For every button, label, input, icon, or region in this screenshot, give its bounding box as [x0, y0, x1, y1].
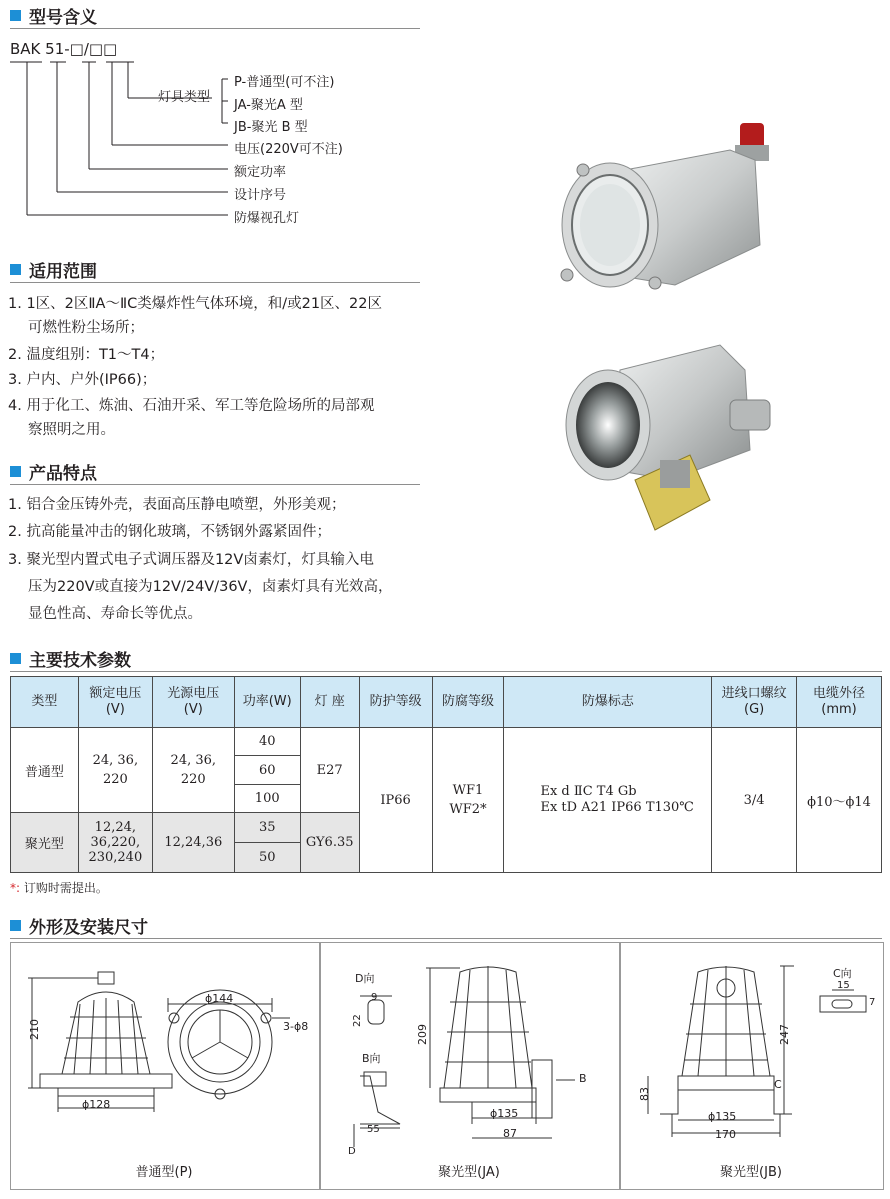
th-socket: 灯 座: [300, 677, 359, 728]
item-text: 户内、户外(IP66)；: [26, 372, 157, 388]
label-design: 设计序号: [234, 188, 287, 203]
cell-rated-v-focus: 12,24, 36,220, 230,240: [78, 813, 152, 873]
item-text: 抗高能量冲击的钢化玻璃，不锈钢外露紧固件；: [26, 524, 331, 540]
dim-jb-height: 247: [778, 1024, 791, 1045]
dim-p-diameter: ϕ144: [205, 992, 234, 1005]
dim-ja-9: 9: [371, 992, 378, 1003]
table-header-row: [11, 677, 882, 728]
item-text: 温度组别：T1～T4；: [26, 347, 165, 363]
cell-cable: ϕ10～ϕ14: [797, 728, 882, 873]
dim-ja-b-arrow: B: [579, 1072, 587, 1085]
dim-jb-c-arrow: C: [774, 1078, 782, 1091]
dim-ja-22: 22: [352, 1014, 363, 1027]
label-type-p: P-普通型(可不注): [234, 75, 335, 90]
item-text: 1区、2区ⅡA～ⅡC类爆炸性气体环境，和/或21区、22区: [26, 296, 383, 312]
cell-ip: IP66: [359, 728, 432, 873]
product-photo-focus: [560, 330, 790, 540]
dim-p-width: ϕ128: [82, 1098, 111, 1111]
item-number: 1.: [8, 296, 22, 312]
model-code: BAK 51-□/□□: [10, 40, 118, 58]
th-ip: 防护等级: [359, 677, 432, 728]
th-anticorrosion: 防腐等级: [432, 677, 504, 728]
dim-jb-7: 7: [869, 997, 876, 1008]
th-power: 功率(W): [234, 677, 300, 728]
table-row: [11, 728, 882, 756]
scope-item-2: [8, 343, 164, 367]
cell-type-focus: 聚光型: [11, 813, 79, 873]
cell-socket-focus: GY6.35: [300, 813, 359, 873]
item-number: 4.: [8, 398, 22, 414]
caption-p: 普通型(P): [135, 1165, 193, 1180]
th-type: 类型: [11, 677, 79, 728]
caption-ja: 聚光型(JA): [438, 1165, 500, 1180]
cell-power: 40: [234, 728, 300, 756]
scope-item-3: [8, 368, 156, 392]
section-title-text: 产品特点: [29, 463, 97, 484]
section-title-text: 型号含义: [29, 7, 97, 28]
view-jb-c: C向: [833, 967, 852, 980]
feature-item-3: [8, 547, 392, 628]
dim-ja-d-arrow: D: [348, 1146, 356, 1157]
cell-power: 35: [234, 813, 300, 843]
section-divider: [10, 938, 882, 939]
section-title-dimensions: [10, 912, 148, 938]
drawing-p: [10, 942, 318, 1167]
section-divider: [10, 28, 420, 29]
label-lamp-type: 灯具类型: [158, 90, 211, 105]
cell-socket-normal: E27: [300, 728, 359, 813]
cell-power: 60: [234, 756, 300, 785]
cell-power: 50: [234, 843, 300, 873]
scope-item-4: [8, 394, 374, 442]
dim-ja-135: ϕ135: [490, 1107, 519, 1120]
dim-p-height: 210: [28, 1019, 41, 1040]
dim-jb-83: 83: [638, 1087, 651, 1101]
item-text-cont: 可燃性粉尘场所；: [28, 320, 144, 336]
cell-src-v-normal: 24, 36, 220: [152, 728, 234, 813]
section-divider: [10, 671, 882, 672]
label-voltage: 电压(220V可不注): [234, 142, 343, 157]
dim-jb-170: 170: [715, 1128, 736, 1141]
label-name: 防爆视孔灯: [234, 211, 300, 226]
th-thread: 进线口螺纹 (G): [712, 677, 797, 728]
section-marker-icon: [10, 920, 21, 931]
item-number: 3.: [8, 552, 22, 568]
item-text: 铝合金压铸外壳，表面高压静电喷塑，外形美观；: [26, 497, 346, 513]
cell-src-v-focus: 12,24,36: [152, 813, 234, 873]
section-title-text: 外形及安装尺寸: [29, 917, 148, 938]
section-title-model: [10, 2, 97, 28]
dim-jb-135: ϕ135: [708, 1110, 737, 1123]
footnote-text: 订购时需提出。: [23, 881, 108, 895]
cell-type-normal: 普通型: [11, 728, 79, 813]
item-text-cont: 察照明之用。: [28, 422, 115, 438]
footnote-star: *:: [10, 881, 21, 895]
section-marker-icon: [10, 10, 21, 21]
dim-ja-87: 87: [503, 1127, 517, 1140]
section-marker-icon: [10, 466, 21, 477]
cell-anticorr: WF1 WF2*: [432, 728, 504, 873]
section-title-features: [10, 458, 97, 484]
item-text: 聚光型内置式电子式调压器及12V卤素灯，灯具输入电: [26, 552, 374, 568]
item-text-cont: 压为220V或直接为12V/24V/36V，卤素灯具有光效高，: [28, 579, 393, 595]
section-marker-icon: [10, 653, 21, 664]
dim-ja-55: 55: [367, 1124, 380, 1135]
th-cable: 电缆外径 (mm): [797, 677, 882, 728]
section-marker-icon: [10, 264, 21, 275]
section-title-text: 适用范围: [29, 261, 97, 282]
item-number: 2.: [8, 347, 22, 363]
feature-item-2: [8, 519, 331, 546]
cell-rated-v-normal: 24, 36, 220: [78, 728, 152, 813]
th-rated-voltage: 额定电压 (V): [78, 677, 152, 728]
feature-item-1: [8, 492, 345, 519]
label-power: 额定功率: [234, 165, 287, 180]
th-ex-mark: 防爆标志: [504, 677, 712, 728]
section-title-params: [10, 645, 131, 671]
section-title-text: 主要技术参数: [29, 650, 131, 671]
cell-thread: 3/4: [712, 728, 797, 873]
section-divider: [10, 282, 420, 283]
th-source-voltage: 光源电压 (V): [152, 677, 234, 728]
footnote: [10, 879, 108, 896]
label-type-jb: JB-聚光 B 型: [234, 120, 308, 135]
section-divider: [10, 484, 420, 485]
cell-ex-mark: Ex d ⅡC T4 Gb Ex tD A21 IP66 T130℃: [504, 728, 712, 873]
label-type-ja: JA-聚光A 型: [234, 98, 303, 113]
scope-item-1: [8, 292, 382, 340]
product-photo-normal: [555, 115, 785, 305]
item-text: 用于化工、炼油、石油开采、军工等危险场所的局部观: [26, 398, 375, 414]
item-number: 3.: [8, 372, 22, 388]
caption-jb: 聚光型(JB): [720, 1165, 782, 1180]
dim-jb-15: 15: [837, 980, 850, 991]
cell-power: 100: [234, 785, 300, 813]
item-text-cont: 显色性高、寿命长等优点。: [28, 606, 202, 622]
section-title-scope: [10, 256, 97, 282]
item-number: 2.: [8, 524, 22, 540]
view-ja-b: B向: [362, 1052, 381, 1065]
dim-p-holes: 3-ϕ8: [283, 1020, 309, 1033]
item-number: 1.: [8, 497, 22, 513]
spec-table: [10, 676, 882, 873]
dim-ja-height: 209: [416, 1024, 429, 1045]
view-ja-d: D向: [355, 972, 375, 985]
